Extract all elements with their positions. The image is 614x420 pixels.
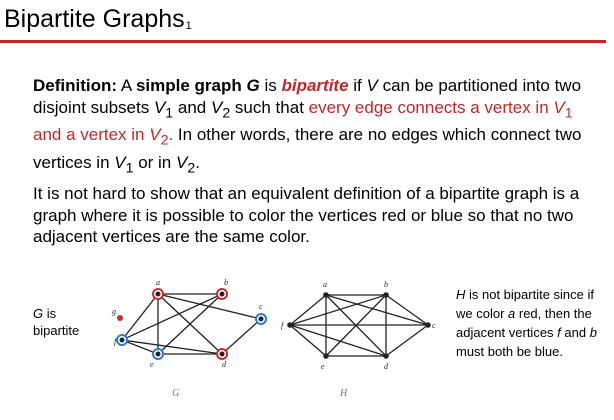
def-var-v: V: [553, 97, 565, 117]
label-h-b: b: [384, 280, 388, 289]
edge-b-g: [122, 294, 222, 340]
edge-f-e: [290, 325, 326, 356]
def-subscript: 2: [187, 160, 196, 177]
edge-f-a: [290, 295, 326, 325]
vertex-g-dot: [120, 338, 125, 343]
equivalent-definition-paragraph: It is not hard to show that an equivalent definition of a bipartite graph is a graph where it is possible to color the vertices red or blue so that no two adjacent vertices are the same color.: [33, 184, 580, 246]
label-h-a: a: [323, 280, 327, 289]
caption-text: must both be blue.: [456, 344, 563, 359]
vertex-b-dot: [220, 292, 225, 297]
def-var-v: V: [114, 153, 126, 173]
label-h-d: d: [384, 362, 388, 371]
def-var-v: V: [366, 76, 378, 95]
label-g-b: b: [224, 278, 228, 287]
vertex-e-dot: [156, 352, 161, 357]
label-h-f: f: [281, 321, 284, 330]
vertex-h-c: [425, 322, 431, 328]
def-var-g: G: [246, 76, 260, 95]
caption-var-g: G: [33, 306, 44, 321]
def-text: and: [173, 97, 211, 117]
def-subscript: 2: [222, 104, 231, 121]
def-highlight: every edge connects a vertex in: [308, 97, 554, 117]
slide-title-subscript: 1: [185, 20, 192, 32]
graph-g-edges: [122, 294, 261, 354]
vertex-a-dot: [156, 292, 161, 297]
def-subscript: 1: [165, 104, 174, 121]
graph-g-vertices: [117, 289, 266, 359]
graph-h-label: H: [340, 388, 348, 399]
vertex-h-b: [383, 292, 389, 298]
edge-c-d: [386, 325, 428, 356]
def-text: A: [117, 76, 136, 95]
def-text: In other words, there are no edges which connect two vertices in: [33, 125, 582, 173]
edge-a-g: [122, 294, 158, 340]
vertex-h-f: [287, 322, 293, 328]
def-term-simple-graph: simple graph: [135, 76, 242, 95]
def-var-v: V: [149, 125, 161, 145]
caption-var-b: b: [589, 325, 597, 340]
vertex-h-a: [323, 292, 329, 298]
edge-b-c: [386, 295, 428, 325]
def-subscript: 1: [125, 160, 134, 177]
vertex-f-red: [117, 315, 123, 321]
caption-text: and: [560, 325, 590, 340]
def-subscript: 1: [564, 104, 573, 121]
label-g-a: a: [156, 278, 160, 287]
def-text: such that: [230, 97, 309, 117]
vertex-h-e: [323, 353, 329, 359]
caption-text: is bipartite: [33, 306, 80, 338]
edge-c-d: [222, 319, 261, 354]
def-text: if: [348, 76, 367, 95]
label-h-e: e: [321, 362, 325, 371]
caption-var-f: f: [557, 325, 561, 340]
def-text: .: [195, 153, 200, 173]
def-term-bipartite: bipartite: [281, 76, 349, 95]
label-g-c: c: [259, 302, 263, 311]
def-highlight: and a vertex in: [33, 125, 150, 145]
slide-title-text: Bipartite Graphs: [4, 5, 185, 33]
label-g-f: f: [114, 337, 117, 346]
label-h-c: c: [432, 321, 436, 330]
def-text: or in: [133, 153, 176, 173]
edge-g-d: [122, 340, 222, 354]
def-subscript: 2: [160, 132, 169, 149]
label-g-g: g: [112, 307, 116, 316]
def-var-v: V: [176, 153, 188, 173]
def-var-v: V: [210, 97, 223, 117]
caption-var-h: H: [456, 287, 466, 302]
caption-var-a: a: [508, 306, 516, 321]
graph-h-edges: [290, 295, 428, 356]
def-var-v: V: [153, 97, 166, 117]
caption-text: red, then the adjacent vertices: [456, 306, 592, 340]
vertex-d-dot: [220, 352, 225, 357]
def-highlight: .: [168, 125, 174, 145]
label-g-d: d: [222, 360, 226, 369]
graph-g-label: G: [172, 388, 180, 399]
def-text: can be partitioned into two disjoint subsets: [33, 76, 582, 117]
label-g-e: e: [150, 360, 154, 369]
definition-label: Definition:: [33, 76, 118, 95]
caption-text: is not bipartite since if we color: [456, 287, 595, 321]
def-text: is: [259, 76, 282, 95]
vertex-h-d: [383, 353, 389, 359]
vertex-c-dot: [259, 317, 264, 322]
